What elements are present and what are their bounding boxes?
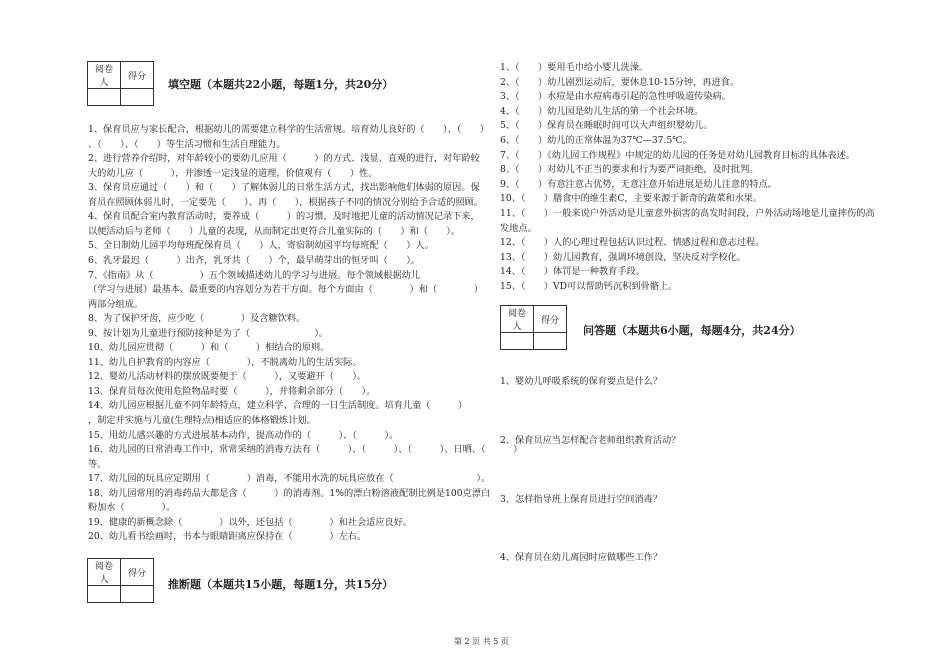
fill-section-title: 填空题（本题共22小题，每题1分，共20分） [168, 78, 394, 91]
question-line: 15、（ ）VD可以帮助钙沉积到骨骼上。 [500, 281, 678, 292]
question-line: 5、全日制幼儿园平均每班配保育员（ ）人，寄宿制幼园平均每班配（ ）人。 [88, 240, 434, 252]
question-line: 3、保育员应通过（ ）和（ ）了解体弱儿的日常生活方式，找出影响他们体弱的原因。保 [88, 182, 480, 194]
qa-section-title: 问答题（本题共6小题，每题4分，共24分） [583, 324, 801, 337]
question-line: 6、（ ）幼儿的正常体温为37℃—37.5℃。 [500, 135, 692, 146]
question-line: 10、幼儿园应贯彻（ ）和（ ）相结合的原则。 [88, 342, 330, 354]
question-line: 8、（ ）对幼儿不正当的要求和行为要严词拒绝，及时批判。 [500, 164, 759, 176]
qa-question: 2、保育员应当怎样配合老师组织教育活动？ [500, 435, 681, 446]
question-line: 11、幼儿自护教育的内容应（ ），不脱离幼儿的生活实际。 [88, 356, 362, 368]
question-line: （学习与进展）最基本、最重要的内容划分为若干方面。每个方面由（ ）和（ ） [88, 284, 484, 296]
question-line: 12、（ ）人的心理过程包括认识过程、情感过程和意志过程。 [500, 237, 765, 249]
score-box-qa [500, 305, 567, 350]
score-label: 得分 [534, 306, 567, 333]
qa-question: 3、怎样指导班上保育员进行空间消毒？ [500, 494, 663, 505]
question-line: 14、（ ）体罚是一种教育手段。 [500, 266, 645, 278]
qa-question: 4、保育员在幼儿离园时应做哪些工作？ [500, 552, 663, 563]
question-line: 5、（ ）保育员在睡眠时间可以大声组织婴幼儿。 [500, 120, 713, 132]
question-line: 1、保育员应与家长配合，根据幼儿的需要建立科学的生活常规。培育幼儿良好的（ ）、（ ） [88, 124, 489, 135]
question-line: 、（ ）、（ ）等生活习惯和生活自理能力。 [88, 138, 286, 150]
question-line: 18、幼儿园常用的消毒药品大都是含（ ）的消毒剂。1%的漂白粉溶液配制比例是100克漂白 [88, 487, 491, 499]
question-line: 19、健康的新概念除（ ）以外，还包括（ ）和社会适应良好。 [88, 516, 413, 528]
question-line: 等。 [88, 458, 107, 470]
qa-question: 1、婴幼儿呼吸系统的保育要点是什么？ [500, 376, 663, 387]
question-line: 大的幼儿应（ ），并渗透一定浅显的道理，价值观有（ ）性。 [88, 167, 378, 179]
judge-section-title: 推断题（本题共15小题，每题1分，共15分） [168, 578, 394, 591]
question-line: 以便活动后与老师（ ）儿童的表现，从而制定出更符合儿童实际的（ ）和（ ）。 [88, 225, 461, 237]
question-line: 7、（ ）《幼儿园工作规程》中规定的幼儿园的任务是对幼儿园教育目标的具体表述。 [500, 149, 855, 161]
question-line: 16、幼儿园的日常消毒工作中，常常采纳的消毒方法有（ ）、（ ）、（ ）、日晒、（ ） [88, 444, 523, 456]
question-line: 9、（ ）有意注意占优势，无意注意开始进展是幼儿注意的特点。 [500, 178, 777, 190]
question-line: 1、（ ）要用毛巾给小婴儿洗澡。 [500, 62, 649, 73]
reviewer-label: 阅卷人 [88, 62, 121, 89]
question-line: 6、乳牙最迟（ ）出齐，乳牙共（ ）个，最早萌芽出的恒牙叫（ ）。 [88, 254, 420, 266]
score-box-fill [87, 61, 154, 106]
question-line: 育员在照顾体弱儿时，一定要先（ ）、再（ ），根据孩子不同的情况分别给予合适的照顾。 [88, 196, 484, 208]
question-line: 12、婴幼儿活动材料的摆放既要便于（ ），又要避开（ ）。 [88, 371, 367, 383]
question-line: 发地点。 [500, 222, 537, 234]
score-label: 得分 [121, 559, 154, 586]
question-line: 17、幼儿园的玩具应定期用（ ）消毒，不能用水洗的玩具应放在（ ）。 [88, 473, 491, 485]
question-line: 3、（ ）水痘是由水痘病毒引起的急性呼吸道传染病。 [500, 91, 731, 103]
question-line: 14、幼儿园应根据儿童不同年龄特点，建立科学、合理的一日生活制度。培育儿童（ ） [88, 400, 468, 412]
question-line: 11、（ ）一般来说户外活动是儿童意外损害的高发时间段，户外活动场地是儿童摔伤的高 [500, 208, 875, 219]
question-line: 两部分组成。 [88, 298, 144, 310]
question-line: 7、《指南》从（ ）五个领域描述幼儿的学习与进展。每个领域根据幼儿 [88, 269, 420, 281]
reviewer-label: 阅卷人 [88, 559, 121, 586]
question-line: 10、（ ）膳食中的维生素C，主要来源于新奇的蔬菜和水果。 [500, 193, 763, 205]
question-line: 2、进行营养介绍时，对年龄较小的要幼儿应用（ ）的方式、浅显、直观的进行，对年龄较 [88, 153, 480, 165]
question-line: 20、幼儿看书绘画时，书本与眼睛距离应保持在（ ）左右。 [88, 531, 367, 543]
reviewer-label: 阅卷人 [501, 306, 534, 333]
question-line: ，制定并实施与儿童(生理特点)相适应的体格锻炼计划。 [88, 415, 316, 426]
question-line: 8、为了保护牙齿，应少吃（ ）及含糖饮料。 [88, 313, 306, 325]
question-line: 13、保育员每次使用危险物品时要（ ），并将剩余部分（ ）。 [88, 385, 376, 397]
question-line: 2、（ ）幼儿剧烈运动后，要休息10-15分钟，再进食。 [500, 76, 740, 88]
score-box-judge [87, 558, 154, 603]
question-line: 15、用幼儿感兴趣的方式进展基本动作，提高动作的（ ）、（ ）。 [88, 429, 399, 441]
question-line: 9、按计划为儿童进行预防接种是为了（ ）。 [88, 327, 329, 339]
question-line: 4、保育员配合室内教育活动时，要养成（ ）的习惯，及时地把儿童的活动情况记录下来， [88, 211, 480, 223]
question-line: 4、（ ）幼儿园是幼儿生活的第一个社会环境。 [500, 105, 704, 117]
page-footer: 第 2 页 共 5 页 [454, 637, 509, 646]
score-label: 得分 [121, 62, 154, 89]
question-line: 13、（ ）幼儿园教育，强调环境创设，坚决反对学校化。 [500, 251, 746, 263]
question-line: 粉加水（ ）。 [88, 502, 176, 514]
